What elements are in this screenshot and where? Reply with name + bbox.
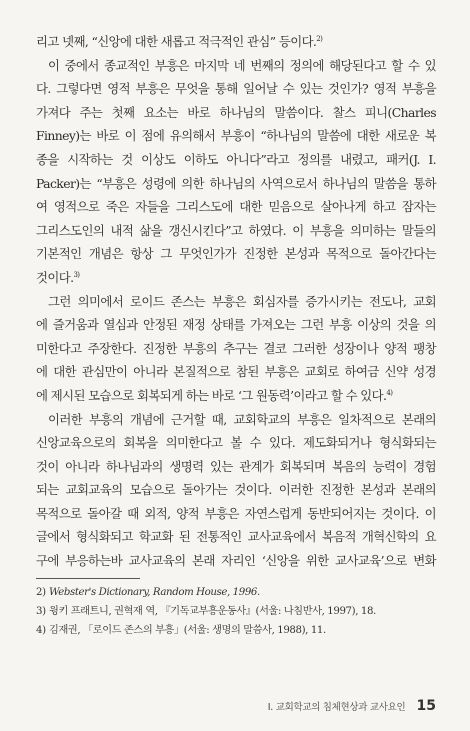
footnote-marker: 3) — [73, 270, 80, 279]
text-run: Finney)는 바로 이 점에 유의해서 부흥이 “하나님의 말씀에 대한 새로운 복 — [36, 128, 436, 144]
text-line — [36, 124, 436, 148]
text-line — [36, 384, 436, 408]
text-run: 그런 의미에서 로이드 존스는 부흥은 회심자를 증가시키는 전도나, 교회 — [48, 293, 436, 309]
text-run: 다. 그렇다면 영적 부흥은 무엇을 통해 일어날 수 있는 것인가? 영적 부흥을 — [36, 81, 436, 97]
text-line — [36, 266, 436, 290]
text-run: 가져다 주는 첫째 요소는 바로 하나님의 말씀이다. 찰스 피니(Charles — [36, 104, 436, 120]
text-line — [36, 360, 436, 384]
text-run: 것이 아니라 하나님과의 생명력 있는 관계가 회복되며 복음의 능력이 경험 — [36, 458, 436, 474]
text-run: 기본적인 개념은 항상 그 무엇인가가 진정한 본성과 목적으로 돌아간다는 — [36, 246, 436, 262]
text-line — [36, 77, 436, 101]
text-run: 구에 부응하는바 교사교육의 본래 자리인 ‘신앙을 위한 교사교육’으로 변화 — [36, 553, 436, 569]
text-line — [36, 290, 436, 314]
footnote-text: 윙키 프래트니, 권혁재 역, 『기독교부흥운동사』(서울: 나침반사, 1997), 18. — [49, 606, 376, 617]
text-line — [36, 30, 436, 54]
text-line — [36, 101, 436, 125]
text-line — [36, 408, 436, 432]
text-run: 에 대한 관심만이 아니라 본질적으로 참된 부흥은 교회로 하여금 신약 성경 — [36, 364, 436, 380]
text-run: 여 영적으로 죽은 자들을 그리스도에 대한 믿음으로 살아나게 하고 잠자는 — [36, 199, 436, 215]
footnote-number: 4) — [36, 625, 46, 636]
text-run: Packer)는 “부흥은 성령에 의한 하나님의 사역으로서 하나님의 말씀을 통하 — [36, 175, 436, 191]
text-run: 신앙교육으로의 회복을 의미한다고 볼 수 있다. 제도화되거나 형식화되는 — [36, 435, 436, 451]
text-line — [36, 549, 436, 573]
text-line — [36, 337, 436, 361]
footnote-number: 3) — [36, 606, 46, 617]
footnote-2 — [36, 583, 436, 602]
text-line — [36, 502, 436, 526]
text-line — [36, 478, 436, 502]
footnote-text: 김재권, 「로이드 존스의 부흥」(서울: 생명의 말씀사, 1988), 11. — [49, 625, 326, 636]
text-line — [36, 195, 436, 219]
running-footer — [268, 695, 436, 714]
footnote-marker: 2) — [316, 34, 323, 43]
text-run: 종을 시작하는 것 이상도 이하도 아니다”라고 정의를 내렸고, 패커(J. I. — [36, 151, 436, 167]
text-run: 리고 넷째, “신앙에 대한 새롭고 적극적인 관심” 등이다. — [36, 34, 317, 49]
text-run: 것이다. — [36, 269, 74, 285]
text-run: 이 중에서 종교적인 부흥은 마지막 네 번째의 정의에 해당된다고 할 수 있 — [48, 57, 436, 73]
footnote-3 — [36, 602, 436, 621]
footnote-separator — [36, 578, 140, 579]
text-run: 되는 교회교육의 모습으로 돌아가는 것이다. 이러한 진정한 본성과 본래의 — [36, 482, 436, 498]
page-number: 15 — [416, 698, 436, 714]
footnote-text: Webster's Dictionary, Random House, 1996. — [49, 587, 260, 598]
text-line — [36, 219, 436, 243]
text-run: 이러한 부흥의 개념에 근거할 때, 교회학교의 부흥은 일차적으로 본래의 — [48, 411, 436, 427]
text-run: 에 제시된 모습으로 회복되게 하는 바로 ‘그 원동력’이라고 할 수 있다. — [36, 387, 387, 403]
footnote-marker: 4) — [386, 388, 393, 397]
text-line — [36, 148, 436, 172]
text-run: 에 즐거움과 열심과 안정된 재정 상태를 가져오는 그런 부흥 이상의 것을 의 — [36, 317, 436, 333]
text-line — [36, 313, 436, 337]
text-line — [36, 431, 436, 455]
footnote-4 — [36, 621, 436, 640]
text-run: 목적으로 돌아갈 때 외적, 양적 부흥은 자연스럽게 동반되어지는 것이다. 이 — [36, 505, 436, 521]
text-run: 글에서 형식화되고 학교화 된 전통적인 교사교육에서 복음적 개혁신학의 요 — [36, 529, 436, 545]
footnote-number: 2) — [36, 587, 46, 598]
body-text — [36, 30, 436, 573]
footnotes — [36, 583, 436, 640]
text-run: 그리스도인의 내적 삶을 갱신시킨다”고 하였다. 이 부흥을 의미하는 말들의 — [36, 222, 436, 238]
chapter-title: I. 교회학교의 침체현상과 교사요인 — [267, 702, 406, 713]
text-run: 미한다고 주장한다. 진정한 부흥의 추구는 결코 그러한 성장이나 양적 팽창 — [36, 340, 436, 356]
text-line — [36, 172, 436, 196]
text-line — [36, 525, 436, 549]
text-line — [36, 242, 436, 266]
text-line — [36, 455, 436, 479]
text-line — [36, 54, 436, 78]
